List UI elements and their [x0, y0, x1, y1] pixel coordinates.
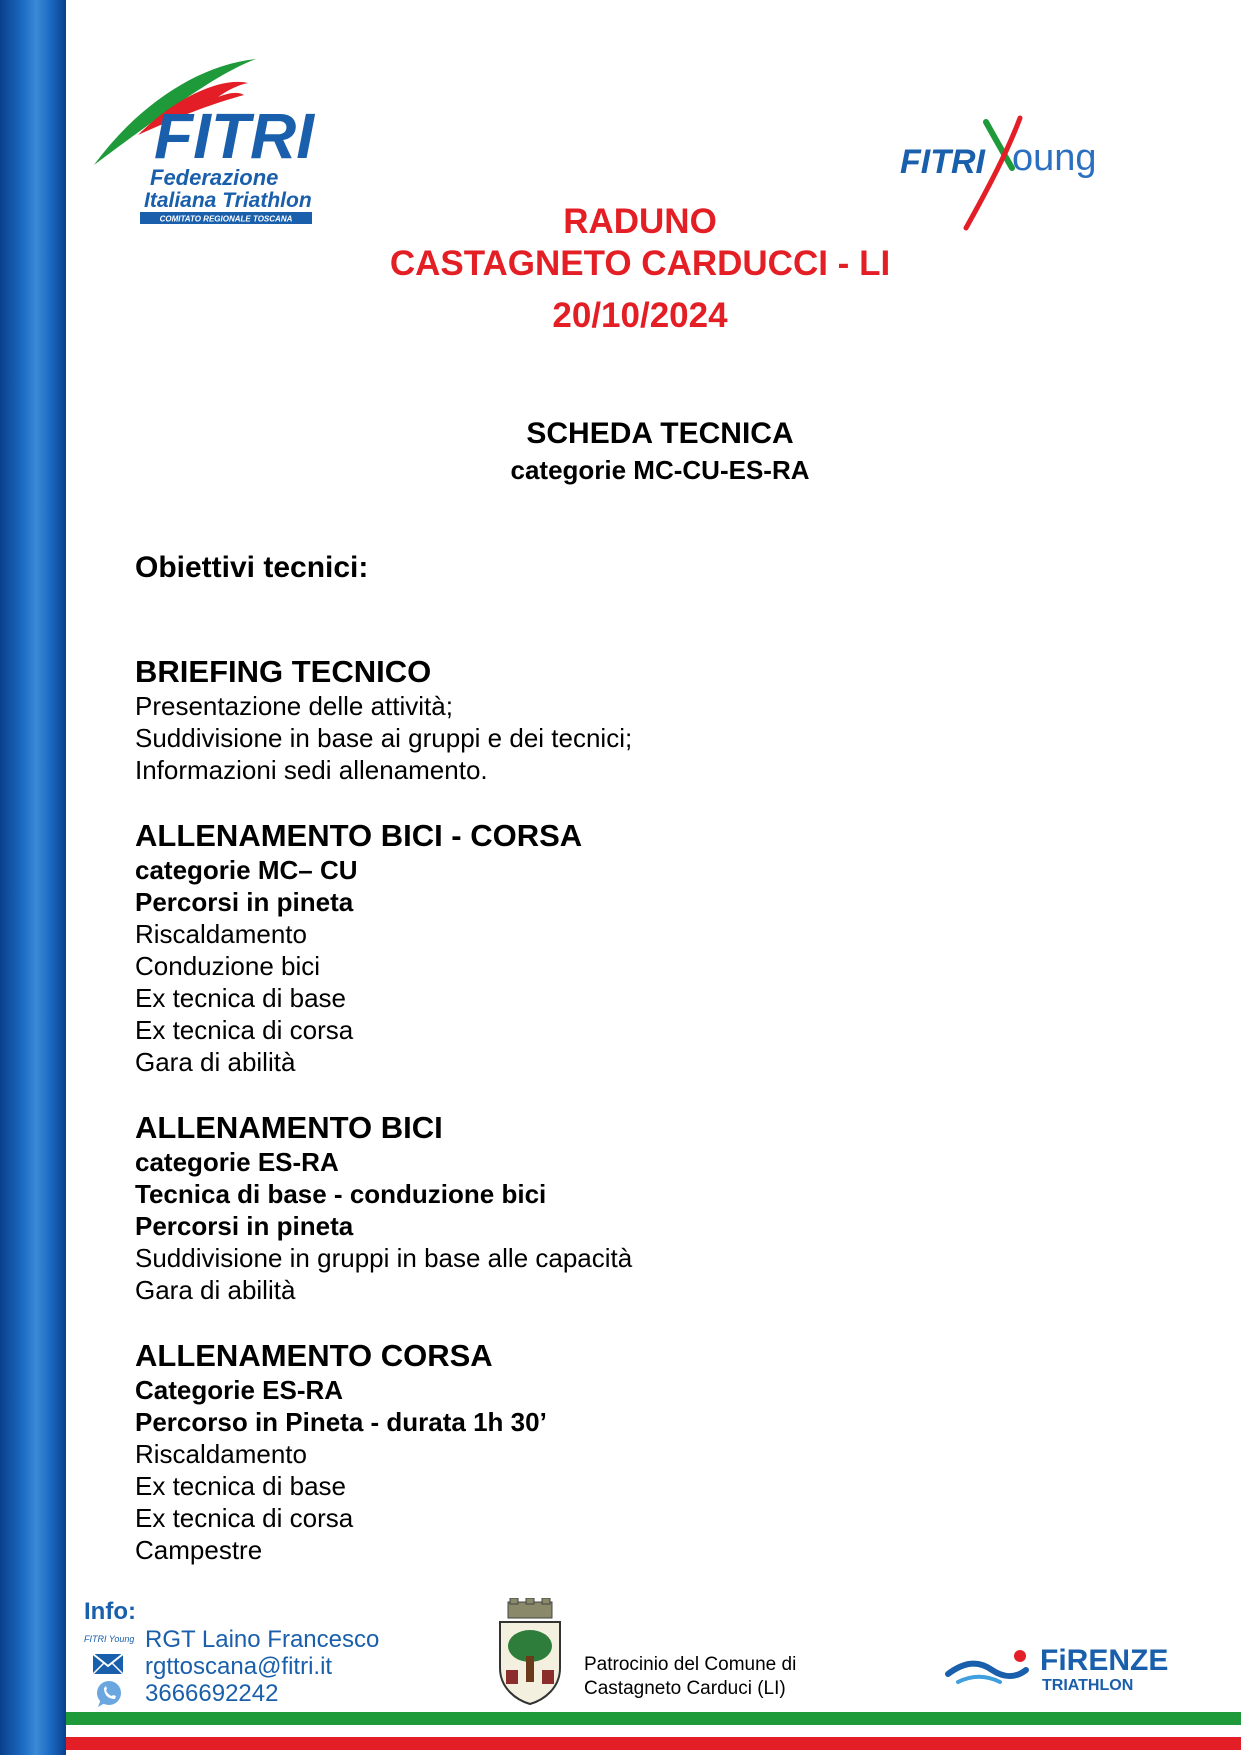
- envelope-icon: [92, 1653, 124, 1675]
- section-line: Campestre: [135, 1535, 263, 1565]
- section-bold-line: Percorso in Pineta - durata 1h 30’: [135, 1407, 547, 1437]
- section-bold-line: Percorsi in pineta: [135, 887, 354, 917]
- fitri-line2: Italiana Triathlon: [144, 189, 312, 212]
- firenze-sub-text: TRIATHLON: [1042, 1677, 1134, 1694]
- section-heading: ALLENAMENTO BICI - CORSA: [135, 818, 583, 853]
- section-bold-line: Tecnica di base - conduzione bici: [135, 1179, 547, 1209]
- small-young-logo: [84, 1628, 134, 1648]
- firenze-text: FiRENZE: [1040, 1644, 1169, 1677]
- section-heading: BRIEFING TECNICO: [135, 654, 432, 689]
- section-heading: ALLENAMENTO CORSA: [135, 1338, 493, 1373]
- small-young-text: FITRI Young: [84, 1634, 134, 1644]
- event-title-line2: CASTAGNETO CARDUCCI - LI: [389, 244, 891, 283]
- section-bici-corsa: [135, 818, 1135, 1078]
- section-line: Riscaldamento: [135, 919, 307, 949]
- whatsapp-icon: [94, 1679, 124, 1709]
- section-line: Ex tecnica di base: [135, 983, 347, 1013]
- sheet-title: SCHEDA TECNICA: [526, 417, 794, 450]
- info-label: Info:: [84, 1598, 136, 1625]
- section-heading: ALLENAMENTO BICI: [135, 1110, 443, 1145]
- fitri-band-text: COMITATO REGIONALE TOSCANA: [159, 214, 293, 224]
- section-bici: [135, 1110, 1135, 1306]
- fitri-young-text-a: FITRI: [900, 143, 985, 181]
- section-briefing: [135, 654, 1135, 786]
- firenze-triathlon-logo: [944, 1636, 1184, 1696]
- section-line: Suddivisione in base ai gruppi e dei tecnici;: [135, 723, 633, 753]
- section-line: Ex tecnica di corsa: [135, 1015, 354, 1045]
- section-line: Ex tecnica di corsa: [135, 1503, 354, 1533]
- patronage-text: [584, 1653, 796, 1701]
- italy-stripe-green: [66, 1712, 1241, 1725]
- section-bold-line: categorie MC– CU: [135, 855, 358, 885]
- fitri-line1: Federazione: [150, 165, 279, 190]
- objectives-heading: Obiettivi tecnici:: [135, 551, 369, 584]
- contact-phone[interactable]: 3666692242: [145, 1680, 279, 1707]
- event-date: 20/10/2024: [552, 296, 728, 335]
- section-line: Riscaldamento: [135, 1439, 307, 1469]
- patronage-line2: Castagneto Carduci (LI): [584, 1678, 786, 1699]
- section-line: Suddivisione in gruppi in base alle capacità: [135, 1243, 633, 1273]
- section-line: Informazioni sedi allenamento.: [135, 755, 488, 785]
- italy-stripe-white: [66, 1725, 1241, 1737]
- section-bold-line: Categorie ES-RA: [135, 1375, 344, 1405]
- section-corsa: [135, 1338, 1135, 1566]
- section-line: Ex tecnica di base: [135, 1471, 347, 1501]
- section-line: Gara di abilità: [135, 1275, 296, 1305]
- left-decorative-bar: [0, 0, 66, 1755]
- section-bold-line: Percorsi in pineta: [135, 1211, 354, 1241]
- fitri-main-text: FITRI: [154, 100, 314, 172]
- italy-stripe-red: [66, 1737, 1241, 1750]
- section-line: Presentazione delle attività;: [135, 691, 453, 721]
- event-title-line1: RADUNO: [563, 202, 717, 241]
- sheet-subtitle: categorie MC-CU-ES-RA: [510, 455, 810, 485]
- sections: [135, 654, 1135, 1566]
- contact-name: RGT Laino Francesco: [145, 1626, 380, 1653]
- section-bold-line: categorie ES-RA: [135, 1147, 339, 1177]
- contact-email[interactable]: rgttoscana@fitri.it: [145, 1653, 333, 1680]
- town-crest-icon: [494, 1598, 566, 1706]
- fitri-young-text-b: oung: [1012, 137, 1097, 179]
- fitri-logo: [88, 55, 358, 255]
- patronage-line1: Patrocinio del Comune di: [584, 1654, 797, 1675]
- section-line: Gara di abilità: [135, 1047, 296, 1077]
- section-line: Conduzione bici: [135, 951, 321, 981]
